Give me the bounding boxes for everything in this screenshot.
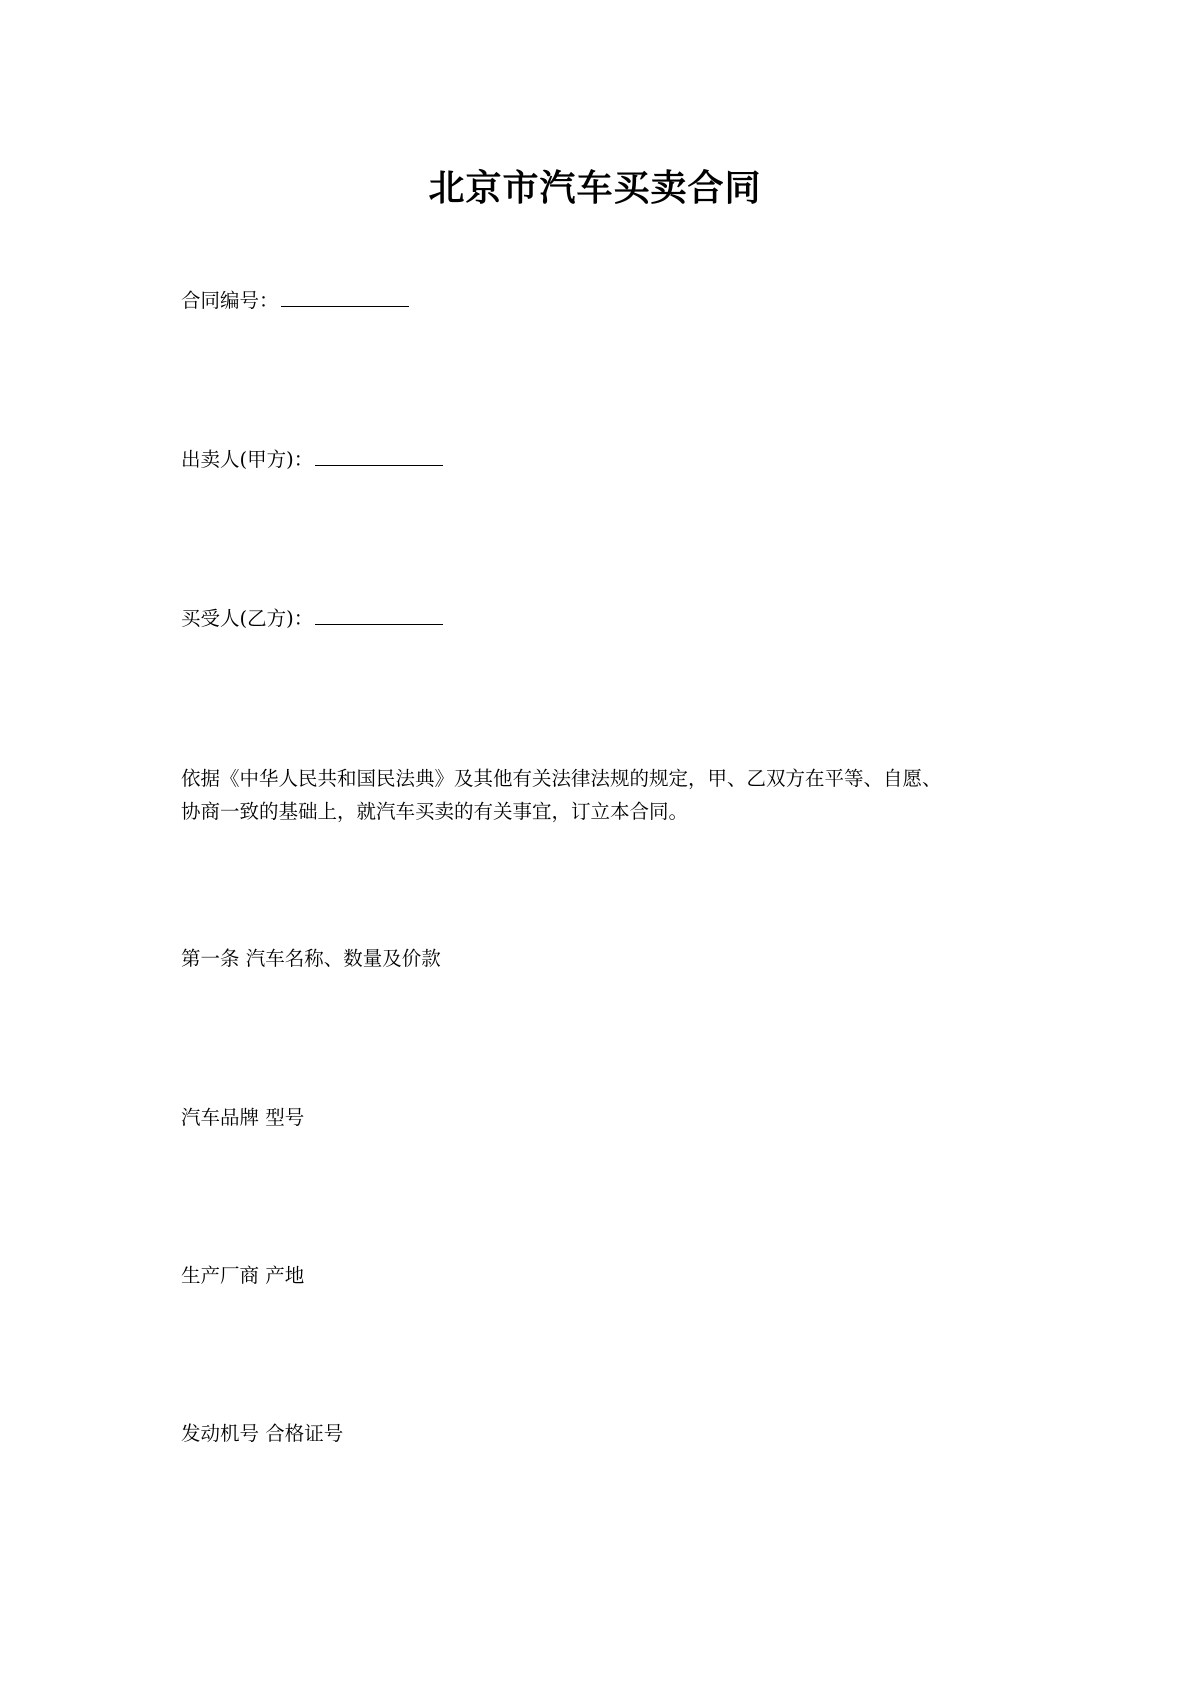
field-engine-cert: 发动机号 合格证号 (181, 1422, 344, 1445)
field-maker-origin: 生产厂商 产地 (181, 1264, 305, 1287)
contract-number-line (181, 286, 409, 316)
seller-line (181, 445, 443, 475)
preamble-line-2: 协商一致的基础上，就汽车买卖的有关事宜，订立本合同。 (181, 800, 689, 823)
contract-number-label: 合同编号： (181, 289, 279, 312)
buyer-label: 买受人(乙方)： (181, 607, 314, 630)
preamble-line-1: 依据《中华人民共和国民法典》及其他有关法律法规的规定，甲、乙双方在平等、自愿、 (181, 767, 942, 790)
document-title: 北京市汽车买卖合同 (428, 167, 762, 209)
seller-label: 出卖人(甲方)： (181, 448, 314, 471)
contract-number-blank (281, 286, 409, 307)
field-brand-model: 汽车品牌 型号 (181, 1106, 305, 1129)
article-1-heading: 第一条 汽车名称、数量及价款 (181, 947, 441, 970)
seller-blank (315, 445, 443, 466)
buyer-line (181, 604, 443, 634)
preamble-paragraph (181, 762, 1021, 828)
buyer-blank (315, 604, 443, 625)
